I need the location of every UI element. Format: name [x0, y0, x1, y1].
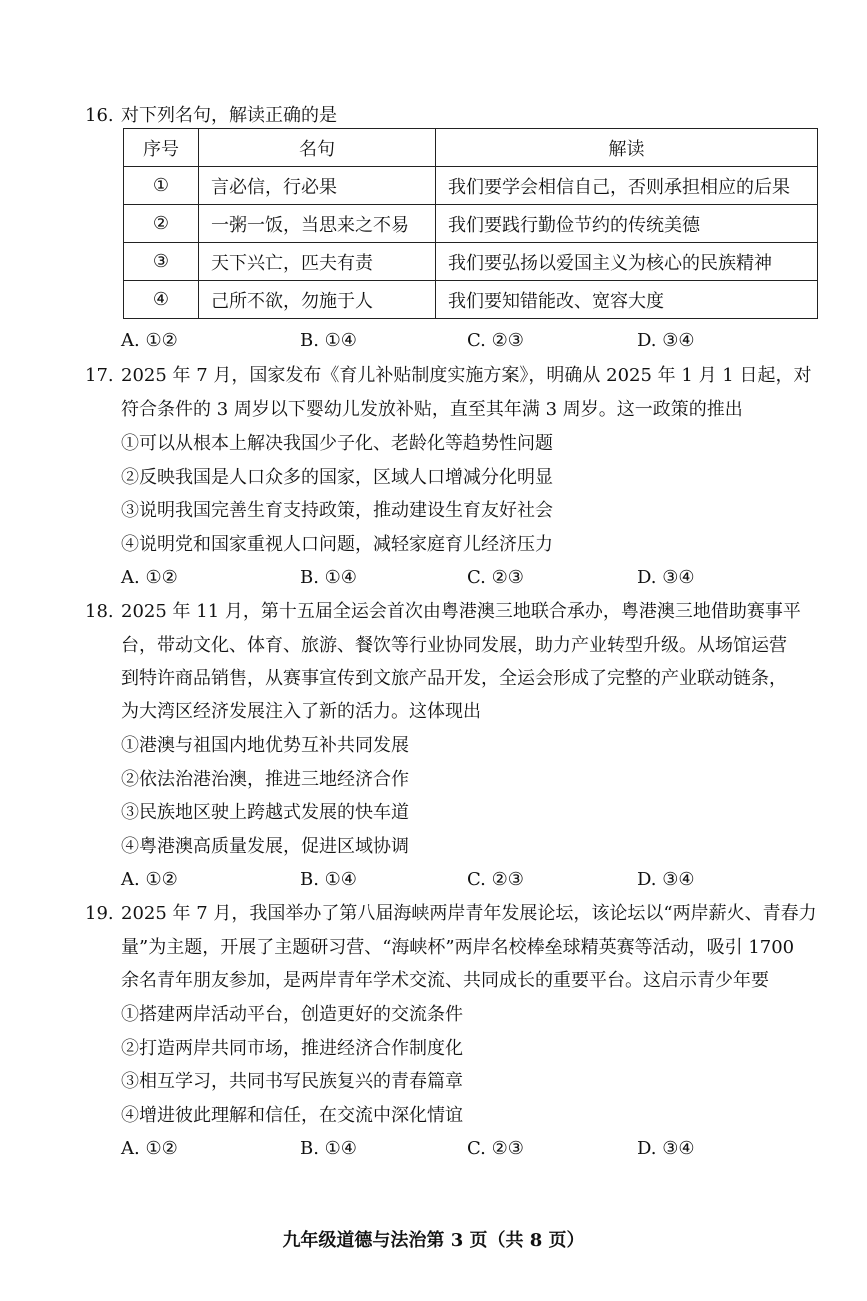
table-cell: ② — [124, 205, 199, 243]
q18-number: 18. — [85, 601, 114, 622]
q17-option-a: A. ①② — [121, 567, 178, 588]
q16-option-d: D. ③④ — [637, 330, 695, 351]
table-row — [124, 243, 818, 281]
table-cell: 天下兴亡，匹夫有责 — [199, 243, 436, 281]
q17-item-2: ②反映我国是人口众多的国家，区域人口增减分化明显 — [121, 467, 553, 488]
page-footer: 九年级道德与法治第 3 页（共 8 页） — [282, 1230, 585, 1251]
q16-option-b: B. ①④ — [300, 330, 357, 351]
q18-option-d: D. ③④ — [637, 869, 695, 890]
q19-item-1: ①搭建两岸活动平台，创造更好的交流条件 — [121, 1004, 463, 1025]
q17-option-c: C. ②③ — [467, 567, 524, 588]
q18-stem-line-2: 台，带动文化、体育、旅游、餐饮等行业协同发展，助力产业转型升级。从场馆运营 — [121, 635, 787, 656]
q17-item-1: ①可以从根本上解决我国少子化、老龄化等趋势性问题 — [121, 433, 553, 454]
q17-option-d: D. ③④ — [637, 567, 695, 588]
q18-item-3: ③民族地区驶上跨越式发展的快车道 — [121, 802, 409, 823]
table-header-row — [124, 129, 818, 167]
q18-item-4: ④粤港澳高质量发展，促进区域协调 — [121, 836, 409, 857]
table-header: 名句 — [199, 129, 436, 167]
table-cell: 我们要学会相信自己，否则承担相应的后果 — [436, 167, 818, 205]
table-header: 解读 — [436, 129, 818, 167]
q18-option-a: A. ①② — [121, 869, 178, 890]
q19-item-3: ③相互学习，共同书写民族复兴的青春篇章 — [121, 1071, 463, 1092]
q18-item-1: ①港澳与祖国内地优势互补共同发展 — [121, 735, 409, 756]
q17-number: 17. — [85, 365, 114, 386]
table-cell: 己所不欲，勿施于人 — [199, 281, 436, 319]
q17-item-3: ③说明我国完善生育支持政策，推动建设生育友好社会 — [121, 500, 553, 521]
q18-stem-line-3: 到特许商品销售，从赛事宣传到文旅产品开发，全运会形成了完整的产业联动链条， — [121, 668, 787, 689]
table-cell: 一粥一饭，当思来之不易 — [199, 205, 436, 243]
q16-option-c: C. ②③ — [467, 330, 524, 351]
table-cell: ③ — [124, 243, 199, 281]
q19-item-4: ④增进彼此理解和信任，在交流中深化情谊 — [121, 1105, 463, 1126]
table-cell: ① — [124, 167, 199, 205]
table-row — [124, 205, 818, 243]
table-cell: ④ — [124, 281, 199, 319]
table-cell: 我们要知错能改、宽容大度 — [436, 281, 818, 319]
q19-number: 19. — [85, 903, 114, 924]
q19-stem-line-2: 量”为主题，开展了主题研习营、“海峡杯”两岸名校棒垒球精英赛等活动，吸引 1700 — [121, 937, 795, 958]
q17-stem-line-1: 2025 年 7 月，国家发布《育儿补贴制度实施方案》，明确从 2025 年 1 月 1 日起，对 — [121, 365, 812, 386]
q17-stem-line-2: 符合条件的 3 周岁以下婴幼儿发放补贴，直至其年满 3 周岁。这一政策的推出 — [121, 399, 743, 420]
table-cell: 言必信，行必果 — [199, 167, 436, 205]
q19-stem-line-3: 余名青年朋友参加，是两岸青年学术交流、共同成长的重要平台。这启示青少年要 — [121, 970, 769, 991]
q17-option-b: B. ①④ — [300, 567, 357, 588]
q19-option-d: D. ③④ — [637, 1138, 695, 1159]
table-cell: 我们要弘扬以爱国主义为核心的民族精神 — [436, 243, 818, 281]
q19-item-2: ②打造两岸共同市场，推进经济合作制度化 — [121, 1038, 463, 1059]
table-row — [124, 281, 818, 319]
q19-option-b: B. ①④ — [300, 1138, 357, 1159]
q19-stem-line-1: 2025 年 7 月，我国举办了第八届海峡两岸青年发展论坛，该论坛以“两岸薪火、青春力 — [121, 903, 817, 924]
q16-option-a: A. ①② — [121, 330, 178, 351]
q18-option-c: C. ②③ — [467, 869, 524, 890]
q16-stem: 对下列名句，解读正确的是 — [121, 105, 337, 126]
q17-item-4: ④说明党和国家重视人口问题，减轻家庭育儿经济压力 — [121, 534, 553, 555]
table-cell: 我们要践行勤俭节约的传统美德 — [436, 205, 818, 243]
q19-option-c: C. ②③ — [467, 1138, 524, 1159]
q16-number: 16. — [85, 105, 114, 126]
table-row — [124, 167, 818, 205]
q18-item-2: ②依法治港治澳，推进三地经济合作 — [121, 769, 409, 790]
q19-option-a: A. ①② — [121, 1138, 178, 1159]
q18-stem-line-1: 2025 年 11 月，第十五届全运会首次由粤港澳三地联合承办，粤港澳三地借助赛事平 — [121, 601, 801, 622]
q16-table — [123, 128, 818, 319]
q18-stem-line-4: 为大湾区经济发展注入了新的活力。这体现出 — [121, 701, 481, 722]
q18-option-b: B. ①④ — [300, 869, 357, 890]
table-header: 序号 — [124, 129, 199, 167]
